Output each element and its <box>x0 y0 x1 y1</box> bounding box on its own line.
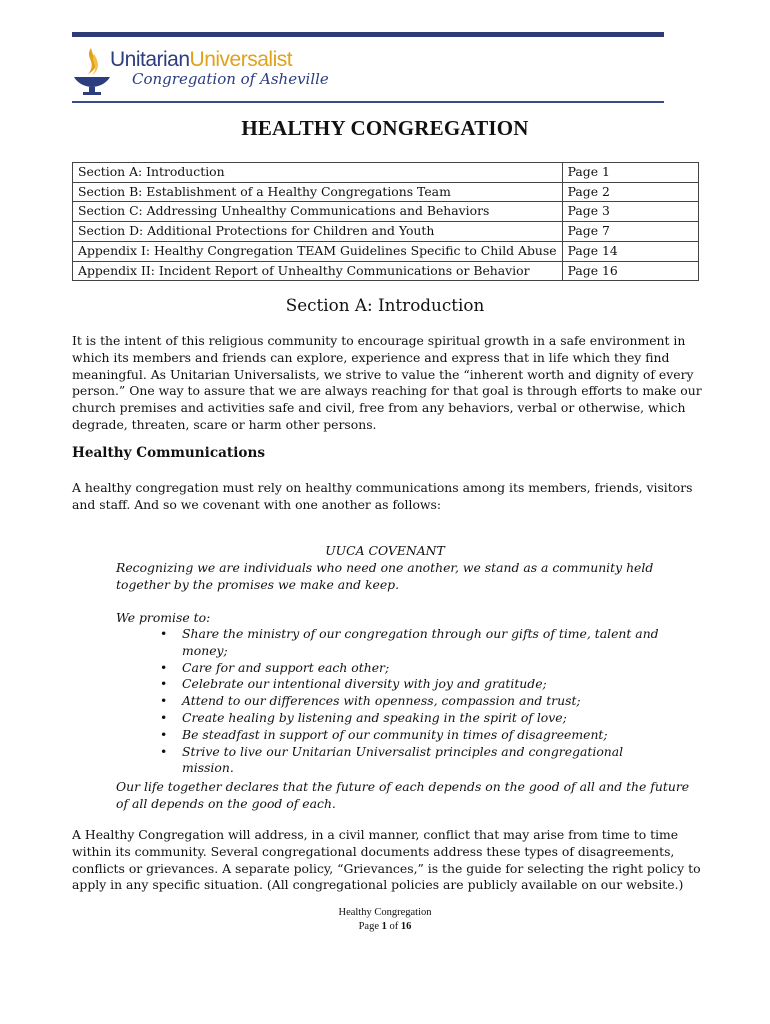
list-item <box>160 626 676 660</box>
bullet-icon: • <box>160 709 168 725</box>
promise-text: Share the ministry of our congregation through our gifts of time, talent and money; <box>182 626 659 658</box>
congregation-logo <box>72 44 332 96</box>
header-top-rule <box>72 32 664 37</box>
table-of-contents <box>72 162 699 281</box>
toc-entry-page: Page 2 <box>562 182 698 202</box>
promise-text: Care for and support each other; <box>182 659 390 675</box>
promise-text: Be steadfast in support of our community in times of disagreement; <box>182 726 608 742</box>
toc-entry-title: Section D: Additional Protections for Children and Youth <box>73 222 563 242</box>
toc-entry-page: Page 16 <box>562 261 698 281</box>
header-bottom-rule <box>72 101 664 103</box>
toc-row <box>73 241 699 261</box>
bullet-icon: • <box>160 676 168 692</box>
closing-paragraph: A Healthy Congregation will address, in a civil manner, conflict that may arise from time to time within its community. Several congregational documents address these types of disagreements, conflicts or grievances. A separate policy, “Grievances,” is the guide for selecting the right policy to apply in any specific situation. (All congregational policies are publicly available on our website.) <box>72 827 701 893</box>
toc-entry-page: Page 1 <box>562 163 698 183</box>
promise-list <box>116 626 676 777</box>
logo-wordmark <box>110 48 292 72</box>
promise-lead: We promise to: <box>116 610 211 625</box>
logo-wordmark-unitarian: Unitarian <box>110 48 190 71</box>
footer-page-total: 16 <box>400 920 412 932</box>
toc-entry-title: Appendix II: Incident Report of Unhealthy Communications or Behavior <box>73 261 563 281</box>
toc-row <box>73 261 699 281</box>
toc-row <box>73 163 699 183</box>
toc-entry-title: Section C: Addressing Unhealthy Communications and Behaviors <box>73 202 563 222</box>
bullet-icon: • <box>160 743 168 759</box>
toc-entry-page: Page 3 <box>562 202 698 222</box>
covenant-closing: Our life together declares that the future of each depends on the good of all and the future of all depends on the good of each. <box>116 779 690 811</box>
footer-page-word: Page <box>358 920 380 932</box>
toc-entry-title: Section A: Introduction <box>73 163 563 183</box>
toc-row <box>73 202 699 222</box>
section-a-heading: Section A: Introduction <box>285 295 485 315</box>
communications-paragraph: A healthy congregation must rely on healthy communications among its members, friends, visitors and staff. And so we covenant with one another as follows: <box>72 480 693 512</box>
toc-entry-title: Section B: Establishment of a Healthy Congregations Team <box>73 182 563 202</box>
document-title: HEALTHY CONGREGATION <box>241 116 529 140</box>
list-item <box>160 676 676 693</box>
footer-doc-name: Healthy Congregation <box>338 907 432 918</box>
promise-text: Attend to our differences with openness, compassion and trust; <box>182 693 581 709</box>
toc-entry-page: Page 14 <box>562 241 698 261</box>
list-item <box>160 693 676 710</box>
bullet-icon: • <box>160 659 168 675</box>
covenant-title: UUCA COVENANT <box>325 543 445 558</box>
list-item <box>160 743 676 778</box>
footer-page-number <box>0 920 770 934</box>
bullet-icon: • <box>160 626 168 641</box>
toc-entry-title: Appendix I: Healthy Congregation TEAM Guidelines Specific to Child Abuse <box>73 241 563 261</box>
bullet-icon: • <box>160 726 168 742</box>
logo-wordmark-universalist: Universalist <box>189 48 293 71</box>
toc-row <box>73 182 699 202</box>
promise-text: Strive to live our Unitarian Universalist principles and congregational mission. <box>182 743 624 776</box>
intro-paragraph: It is the intent of this religious community to encourage spiritual growth in a safe environment in which its members and friends can explore, experience and express that in life which they find meaningful. As Unitarian Universalists, we strive to value the “inherent worth and dignity of every person.” One way to assure that we are always reaching for that goal is through efforts to make our church premises and activities safe and civil, free from any behaviors, verbal or otherwise, which degrade, threaten, scare or harm other persons. <box>72 333 702 432</box>
footer-of-word: of <box>389 920 399 932</box>
list-item <box>160 709 676 727</box>
list-item <box>160 726 676 744</box>
page-footer <box>0 906 770 933</box>
bullet-icon: • <box>160 693 168 709</box>
toc-entry-page: Page 7 <box>562 222 698 242</box>
covenant-intro: Recognizing we are individuals who need one another, we stand as a community held together by the promises we make and keep. <box>116 560 654 592</box>
logo-subtitle: Congregation of Asheville <box>132 70 329 88</box>
list-item <box>160 659 676 677</box>
footer-page-current: 1 <box>381 920 387 932</box>
toc-row <box>73 222 699 242</box>
promise-text: Celebrate our intentional diversity with joy and gratitude; <box>182 676 547 692</box>
chalice-flame-icon <box>72 44 112 96</box>
healthy-communications-heading: Healthy Communications <box>72 445 265 461</box>
promise-text: Create healing by listening and speaking in the spirit of love; <box>182 709 567 725</box>
